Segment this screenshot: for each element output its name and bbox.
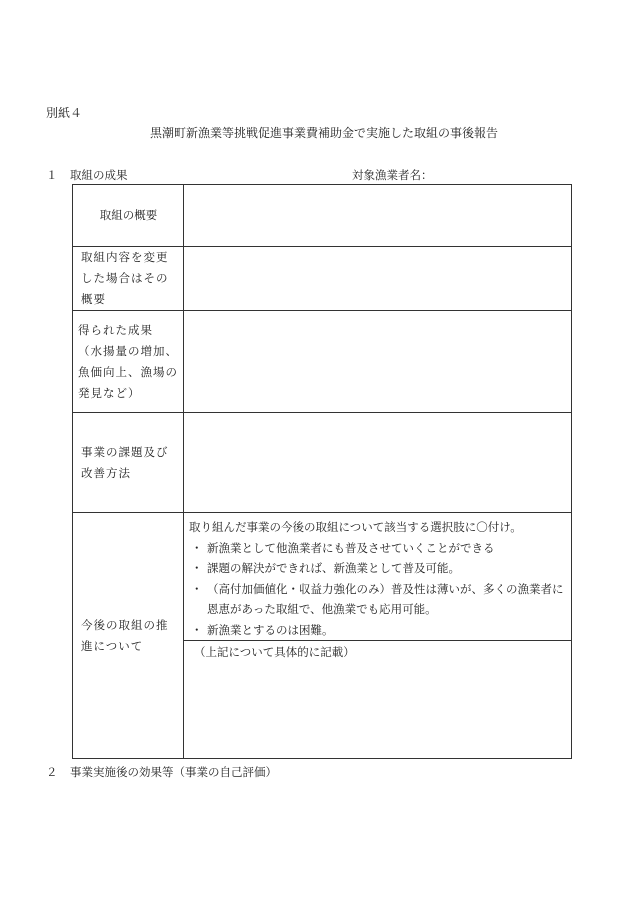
bullet-icon: ・ <box>191 540 203 555</box>
row-label-issues: 事業の課題及び改善方法 <box>73 413 184 513</box>
future-option-1[interactable] <box>189 538 567 559</box>
table-row-future <box>73 513 572 641</box>
future-option-3[interactable] <box>189 579 567 620</box>
future-option-3-text: （高付加価値化・収益力強化のみ）普及性は薄いが、多くの漁業者に恩恵があった取組で、他漁業でも応用可能。 <box>207 581 564 616</box>
table-row-change <box>73 247 572 311</box>
field-results[interactable] <box>184 311 572 413</box>
document-tag: 別紙４ <box>46 106 83 120</box>
section-2-label: 事業実施後の効果等（事業の自己評価） <box>70 765 277 779</box>
future-intro-text: 取り組んだ事業の今後の取組について該当する選択肢に〇付け。 <box>189 520 522 534</box>
section-1-label: 取組の成果 <box>70 168 128 182</box>
field-issues[interactable] <box>184 413 572 513</box>
row-label-change: 取組内容を変更した場合はその概要 <box>73 247 184 311</box>
row-label-overview: 取組の概要 <box>73 185 184 247</box>
future-options-cell <box>184 513 572 641</box>
field-change[interactable] <box>184 247 572 311</box>
row-label-future: 今後の取組の推進について <box>73 513 184 759</box>
future-option-1-text: 新漁業として他漁業者にも普及させていくことができる <box>207 540 495 555</box>
target-fisher-label: 対象漁業者名： <box>352 168 433 182</box>
future-detail-note: （上記について具体的に記載） <box>194 645 355 659</box>
table-row-issues <box>73 413 572 513</box>
section-1-number: １ <box>46 168 58 182</box>
row-label-results: 得られた成果 （水揚量の増加、魚価向上、漁場の発見など） <box>73 311 184 413</box>
section-1-heading <box>46 167 128 183</box>
bullet-icon: ・ <box>191 581 203 596</box>
field-overview[interactable] <box>184 185 572 247</box>
future-detail-cell[interactable] <box>184 641 572 759</box>
future-option-2-text: 課題の解決ができれば、新漁業として普及可能。 <box>207 561 460 575</box>
bullet-icon: ・ <box>191 561 203 575</box>
section-2-number: ２ <box>46 765 58 779</box>
table-row-results <box>73 311 572 413</box>
future-option-4-text: 新漁業とするのは困難。 <box>207 622 334 637</box>
bullet-icon: ・ <box>191 622 203 637</box>
table-row-overview <box>73 185 572 247</box>
document-title: 黒潮町新漁業等挑戦促進事業費補助金で実施した取組の事後報告 <box>149 126 498 140</box>
report-table <box>72 184 572 759</box>
section-2-heading <box>46 764 277 780</box>
future-option-2[interactable] <box>189 558 567 579</box>
future-option-4[interactable] <box>189 620 567 641</box>
